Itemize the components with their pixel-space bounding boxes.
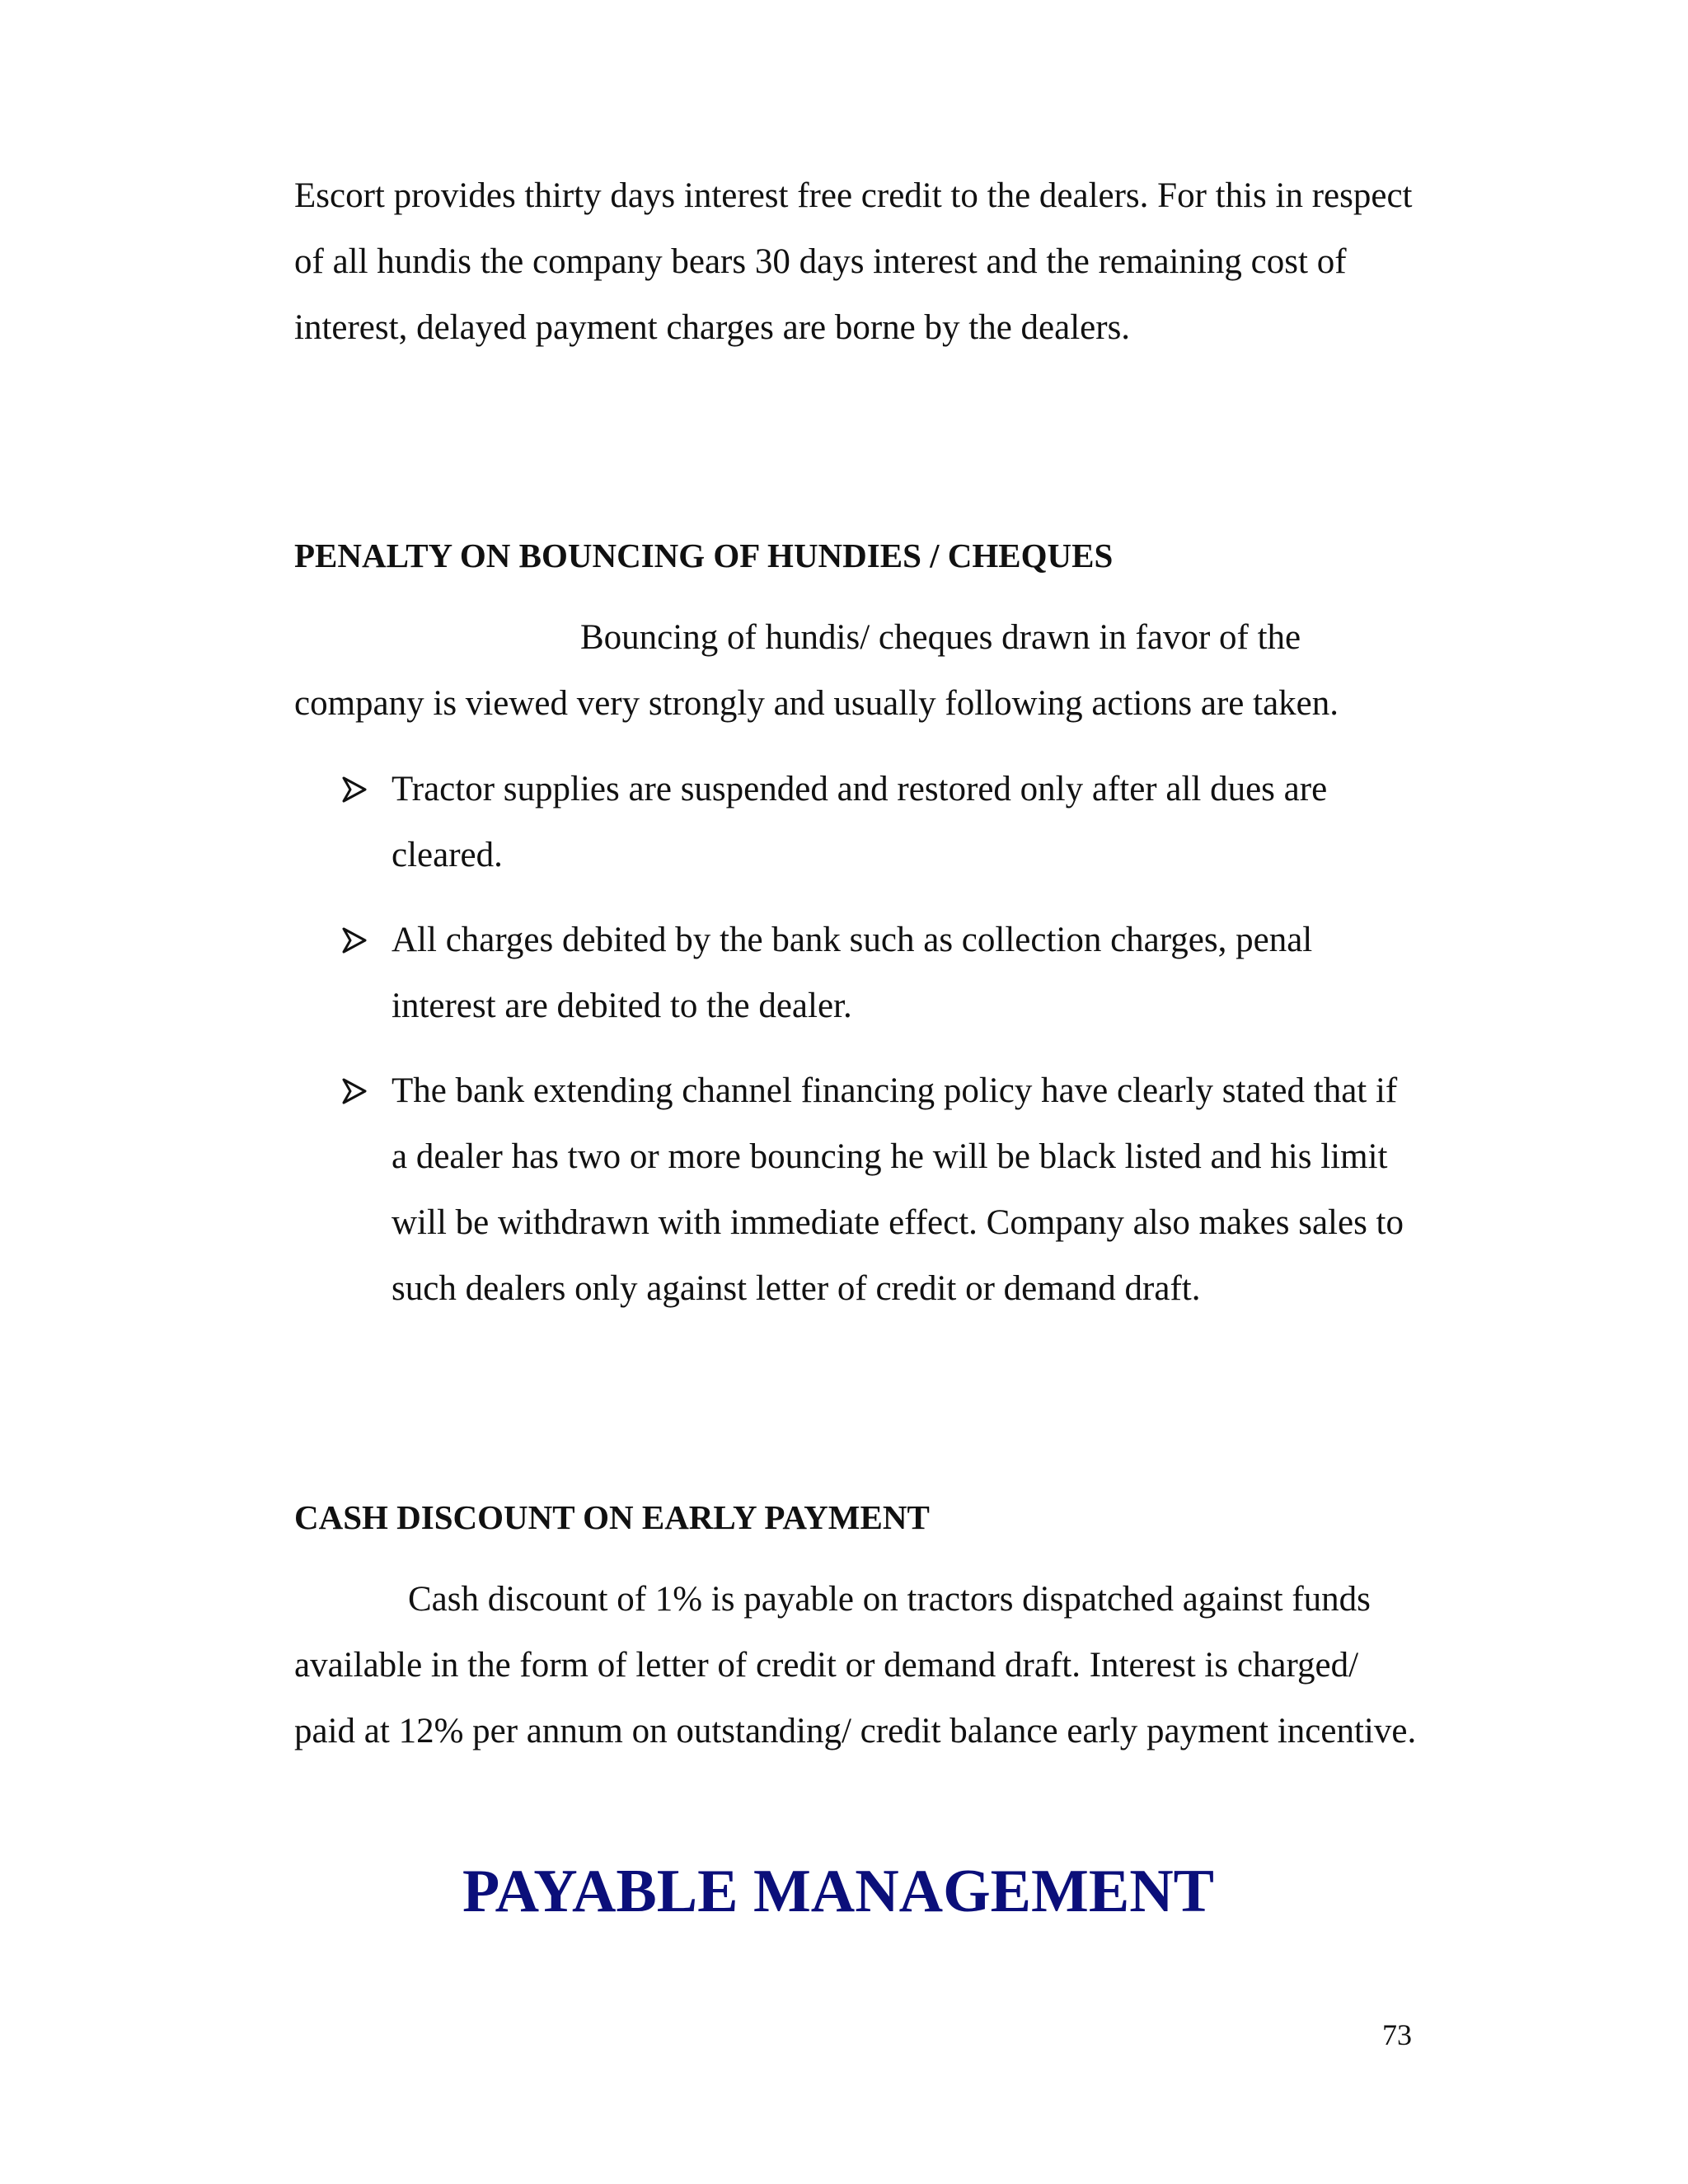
arrow-bullet-icon xyxy=(342,1078,367,1104)
section-title: PAYABLE MANAGEMENT xyxy=(462,1858,1215,1925)
intro-paragraph: Escort provides thirty days interest free credit to the dealers. For this in respect of all hundis the company bears 30 days interest and the remaining cost of interest, delayed payment charges are borne by the dealers. xyxy=(294,176,1413,347)
list-item-text: The bank extending channel financing policy have clearly stated that if a dealer has two or more bouncing he will be black listed and his limit will be withdrawn with immediate effect. Company also makes sales to such dealers only against letter of credit or demand draft. xyxy=(392,1071,1404,1308)
page-number: 73 xyxy=(1382,2018,1412,2051)
list-item xyxy=(294,1058,1405,1322)
penalty-lead-rest: company is viewed very strongly and usually following actions are taken. xyxy=(294,684,1339,723)
penalty-heading: PENALTY ON BOUNCING OF HUNDIES / CHEQUES xyxy=(294,537,1114,574)
penalty-lead-paragraph xyxy=(294,605,1440,737)
arrow-bullet-icon xyxy=(342,927,367,954)
cash-discount-text: Cash discount of 1% is payable on tractors dispatched against funds available in the form of letter of credit or demand draft. Interest is charged/ paid at 12% per annum on outstanding/ credit balance early payment incentive. xyxy=(294,1580,1417,1750)
list-item-text: Tractor supplies are suspended and restored only after all dues are cleared. xyxy=(392,770,1328,874)
arrow-bullet-icon xyxy=(342,776,367,803)
list-item-text: All charges debited by the bank such as collection charges, penal interest are debited to the dealer. xyxy=(392,921,1313,1025)
list-item xyxy=(294,757,1405,888)
list-item xyxy=(294,907,1405,1039)
penalty-actions-list xyxy=(294,757,1423,1341)
cash-discount-heading: CASH DISCOUNT ON EARLY PAYMENT xyxy=(294,1498,930,1536)
penalty-lead-first-line: Bouncing of hundis/ cheques drawn in favor of the xyxy=(580,618,1301,657)
cash-discount-paragraph xyxy=(294,1567,1423,1765)
document-page xyxy=(294,0,1423,2184)
